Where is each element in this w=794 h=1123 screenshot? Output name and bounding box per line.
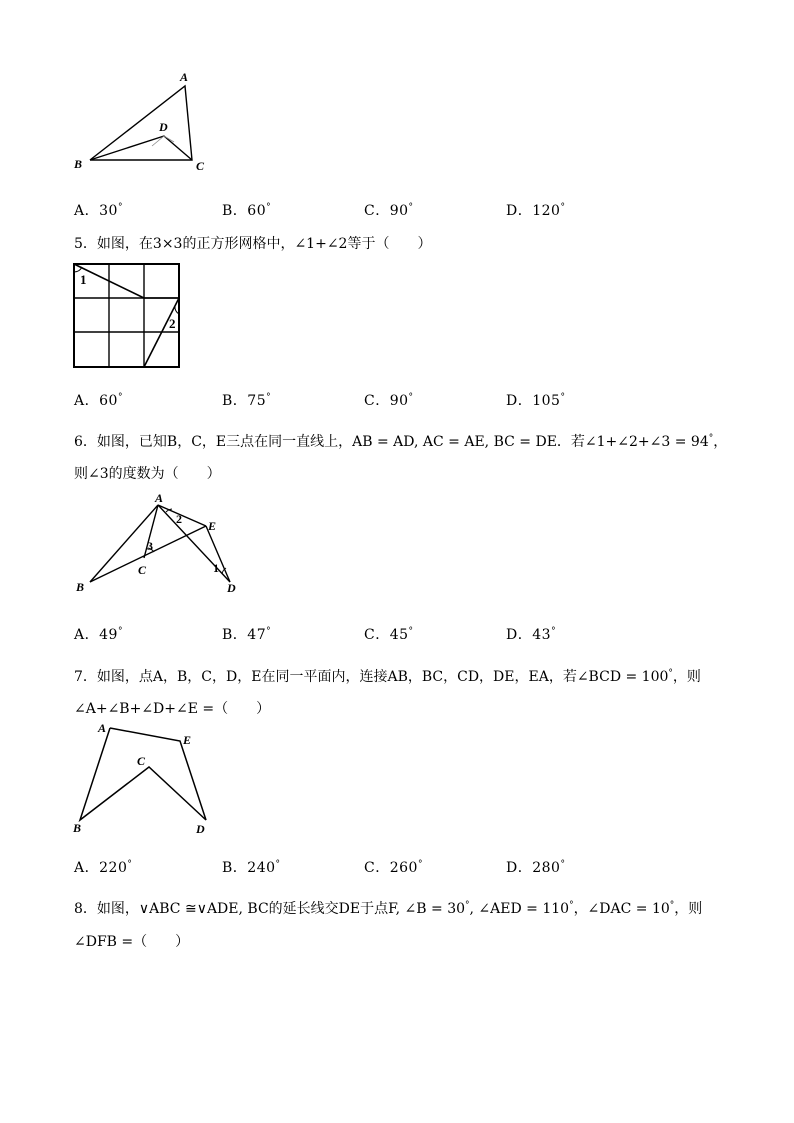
q8-question-line-1: 8．如图，∨ABC ≅∨ADE, BC的延长线交DE于点F, ∠B = 30°, ∠AED = 110°，∠DAC = 10°，则 [74, 900, 703, 917]
q7-figure [70, 718, 220, 840]
q4-label-c: C [196, 159, 205, 173]
q6-label-c: C [138, 563, 147, 577]
q5-question-text: 5．如图，在3×3的正方形网格中，∠1+∠2等于（ ） [74, 236, 432, 252]
q7-label-b: B [73, 821, 82, 835]
q4-option-d: D．120° [506, 202, 566, 219]
q5-angle-1-label: 1 [80, 272, 87, 287]
q6-option-d: D．43° [506, 626, 557, 643]
q7-label-c: C [137, 754, 146, 768]
q5-option-c: C．90° [364, 392, 414, 409]
q6-label-e: E [208, 519, 217, 533]
q7-option-b: B．240° [222, 859, 281, 876]
q6-label-b: B [76, 580, 85, 594]
q6-question-line-2: 则∠3的度数为（ ） [74, 466, 221, 482]
q4-option-b: B．60° [222, 202, 272, 219]
q6-question-line-1: 6．如图，已知B，C，E三点在同一直线上，AB = AD, AC = AE, BC = DE．若∠1+∠2+∠3 = 94°， [74, 433, 728, 450]
q6-angle-2-label: 2 [176, 512, 182, 526]
q4-figure [70, 68, 220, 178]
q5-option-b: B．75° [222, 392, 272, 409]
q7-option-a: A．220° [74, 859, 133, 876]
q8-question-line-2: ∠DFB =（ ） [74, 934, 190, 950]
q7-option-d: D．280° [506, 859, 566, 876]
q4-option-a: A．30° [74, 202, 123, 219]
q5-grid-figure [72, 262, 184, 370]
q7-option-c: C．260° [364, 859, 423, 876]
q4-label-b: B [74, 157, 83, 171]
q7-label-e: E [183, 733, 192, 747]
q7-label-d: D [196, 822, 205, 836]
q7-label-a: A [98, 721, 107, 735]
q7-question-line-2: ∠A+∠B+∠D+∠E =（ ） [74, 701, 271, 717]
q6-option-b: B．47° [222, 626, 272, 643]
q6-figure [72, 490, 252, 598]
q5-option-a: A．60° [74, 392, 123, 409]
q6-angle-1-label: 1 [213, 561, 219, 575]
q6-label-d: D [227, 581, 236, 595]
q6-label-a: A [155, 491, 164, 505]
q6-option-c: C．45° [364, 626, 414, 643]
q4-option-c: C．90° [364, 202, 414, 219]
q7-question-line-1: 7．如图，点A，B，C，D，E在同一平面内，连接AB，BC，CD，DE，EA，若∠BCD = 100°，则 [74, 668, 701, 685]
q6-option-a: A．49° [74, 626, 123, 643]
q5-angle-2-label: 2 [169, 316, 176, 331]
q6-angle-3-label: 3 [147, 539, 153, 553]
q5-option-d: D．105° [506, 392, 566, 409]
q4-label-a: A [180, 70, 189, 84]
q4-label-d: D [159, 120, 168, 134]
